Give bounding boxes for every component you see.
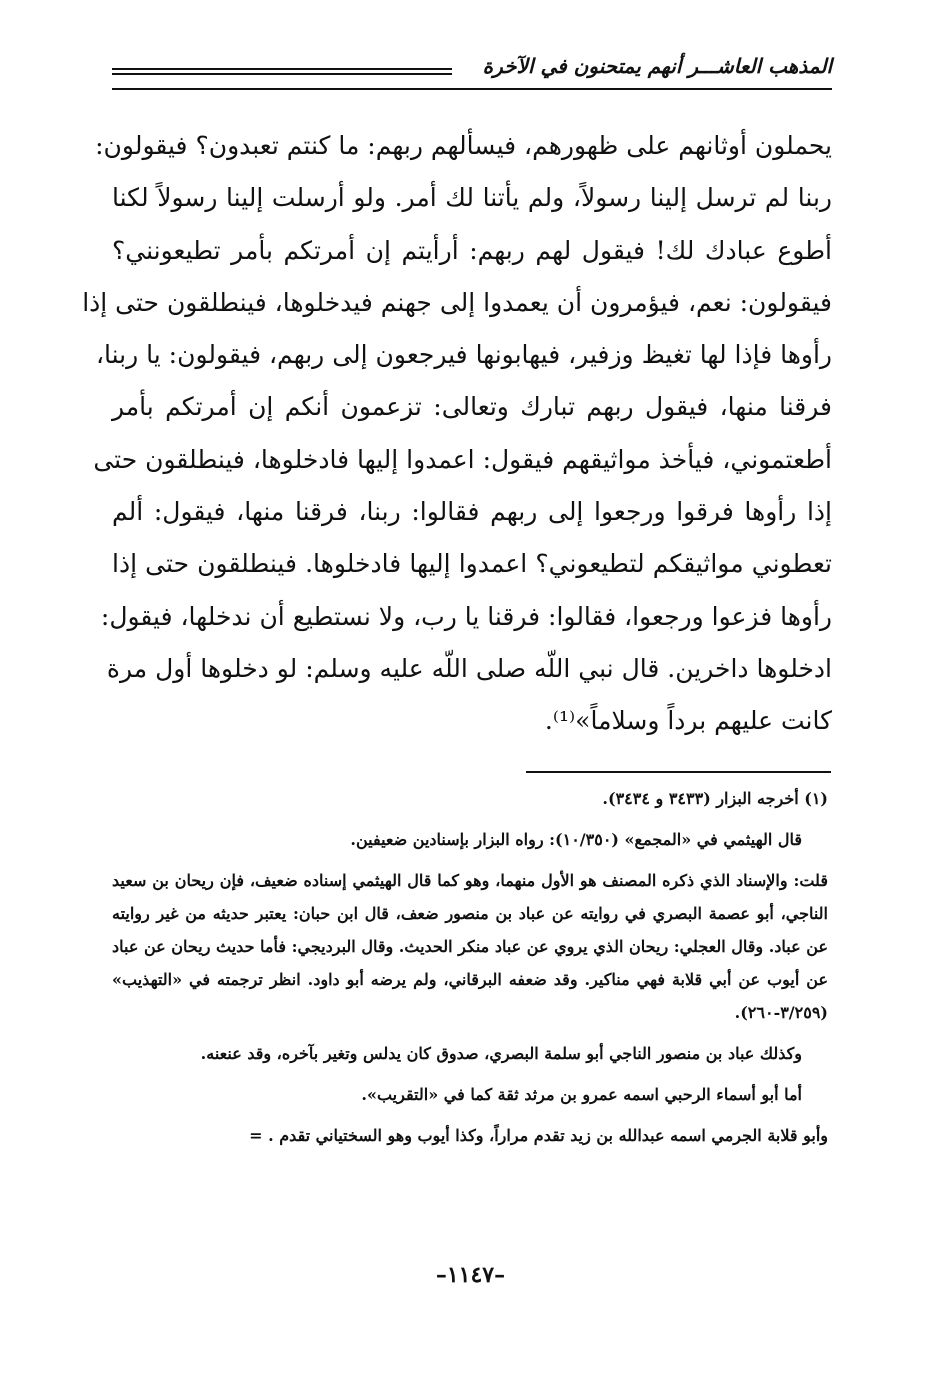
footnote-paragraph: وكذلك عباد بن منصور الناجي أبو سلمة البصري، صدوق كان يدلس وتغير بآخره، وقد عنعنه. [200,1044,802,1063]
footnote-paragraph: قال الهيثمي في «المجمع» (١٠/٣٥٠): رواه البزار بإسنادين ضعيفين. [350,830,802,849]
chapter-title: المذهب العاشـــر أنهم يمتحنون في الآخرة [475,54,832,78]
page-number: –١١٤٧– [435,1262,506,1288]
text-line: يحملون أوثانهم على ظهورهم، فيسألهم ربهم: ما كنتم تعبدون؟ فيقولون: [95,131,832,160]
footnote-paragraph: أما أبو أسماء الرحبي اسمه عمرو بن مرثد ثقة كما في «التقريب». [361,1085,802,1104]
text-line: رأوها فزعوا ورجعوا، فقالوا: فرقنا يا رب، ولا نستطيع أن ندخلها، فيقول: [100,601,832,631]
footnotes [112,782,828,1160]
footnote-paragraph: قلت: والإسناد الذي ذكره المصنف هو الأول منهما، وهو كما قال الهيثمي إسناده ضعيف، فإن ريحان بن سعيد الناجي، أبو عصمة البصري في روايته عن عباد بن منصور ضعف، قال ابن حبان: يعتبر حديثه من غير روايته عن عباد. وقال العجلي: ريحان الذي يروي عن عباد منكر الحديث. وقال البرديجي: فأما حديث ريحان عن عباد عن أيوب عن أبي قلابة فهي مناكير. وقد ضعفه البرقاني، ولم يرضه أبو داود. انظر ترجمته في «التهذيب» (٣/٢٥٩-٢٦٠). [112,871,829,1022]
text-line: أطوع عبادك لك! فيقول لهم ربهم: أرأيتم إن أمرتكم بأمر تطيعونني؟ [112,235,832,265]
footnote-separator [526,771,831,773]
text-line: ادخلوها داخرين. قال نبي اللّه صلى اللّه عليه وسلم: لو دخلوها أول مرة [106,653,832,683]
text-line: كانت عليهم برداً وسلاماً»⁽¹⁾. [544,706,832,736]
text-line: أطعتموني، فيأخذ مواثيقهم فيقول: اعمدوا إليها فادخلوها، فينطلقون حتى [93,444,832,474]
text-line: فيقولون: نعم، فيؤمرون أن يعمدوا إلى جهنم فيدخلوها، فينطلقون حتى إذا [82,287,832,317]
main-text [82,120,832,748]
footnote-paragraph: وأبو قلابة الجرمي اسمه عبدالله بن زيد تقدم مراراً، وكذا أيوب وهو السختياني تقدم . = [249,1126,828,1145]
footnote-reference: (١) أخرجه البزار (٣٤٣٣ و ٣٤٣٤). [602,789,828,808]
text-line: ربنا لم ترسل إلينا رسولاً، ولم يأتنا لك أمر. ولو أرسلت إلينا رسولاً لكنا [112,183,832,213]
text-line: تعطوني مواثيقكم لتطيعوني؟ اعمدوا إليها فادخلوها. فينطلقون حتى إذا [112,549,832,579]
text-line: إذا رأوها فرقوا ورجعوا إلى ربهم فقالوا: ربنا، فرقنا منها، فيقول: ألم [112,497,832,527]
header-underline [112,88,832,90]
header-double-rule [112,68,452,75]
text-line: فرقنا منها، فيقول ربهم تبارك وتعالى: تزعمون أنكم إن أمرتكم بأمر [112,392,832,422]
running-header [112,52,832,92]
text-line: رأوها فإذا لها تغيظ وزفير، فيهابونها فيرجعون إلى ربهم، فيقولون: يا ربنا، [95,340,832,370]
